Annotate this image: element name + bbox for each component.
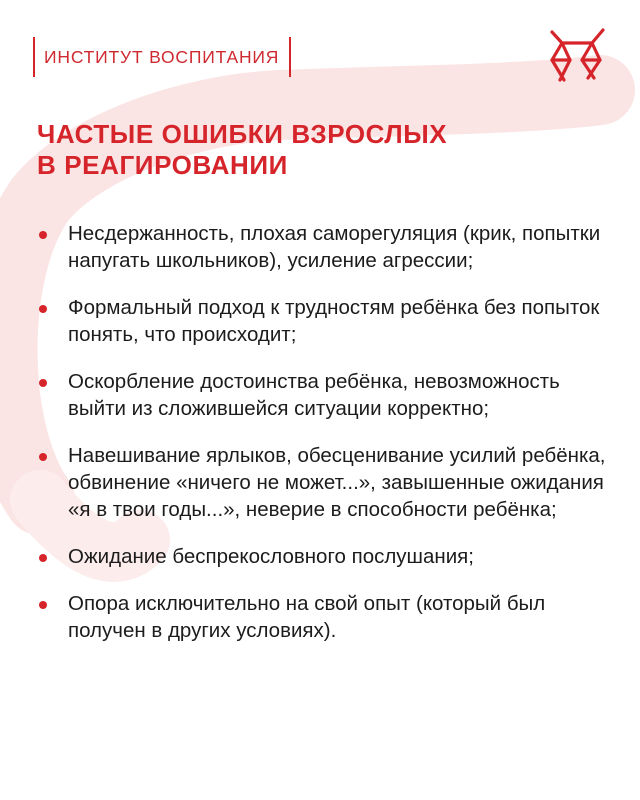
list-item <box>34 590 614 644</box>
header <box>33 37 291 77</box>
list-item-text: Навешивание ярлыков, обесценивание усилий ребёнка, обвинение «ничего не может...», завышенные ожидания «я в твои годы...», неверие в способности ребёнка; <box>68 444 606 521</box>
list-item-text: Формальный подход к трудностям ребёнка без попыток понять, что происходит; <box>68 296 600 346</box>
red-dot-icon <box>39 453 47 461</box>
page-title <box>37 119 597 181</box>
list-item-text: Опора исключительно на свой опыт (который был получен в других условиях). <box>68 592 546 642</box>
brand-right-bar <box>289 37 291 77</box>
list-item <box>34 368 614 422</box>
horse-logo-icon <box>540 28 606 84</box>
mistakes-list <box>34 220 614 664</box>
red-dot-icon <box>39 231 47 239</box>
list-item-text: Несдержанность, плохая саморегуляция (крик, попытки напугать школьников), усиление агрессии; <box>68 222 601 272</box>
list-item-text: Оскорбление достоинства ребёнка, невозможность выйти из сложившейся ситуации корректно; <box>68 370 560 420</box>
red-dot-icon <box>39 601 47 609</box>
list-item-text: Ожидание беспрекословного послушания; <box>68 545 474 568</box>
list-item <box>34 294 614 348</box>
brand-name: ИНСТИТУТ ВОСПИТАНИЯ <box>44 46 280 67</box>
red-dot-icon <box>39 554 47 562</box>
title-line-1: ЧАСТЫЕ ОШИБКИ ВЗРОСЛЫХ <box>37 119 448 149</box>
list-item <box>34 220 614 274</box>
list-item <box>34 442 614 523</box>
list-item <box>34 543 614 570</box>
title-line-2: В РЕАГИРОВАНИИ <box>37 150 288 180</box>
red-dot-icon <box>39 379 47 387</box>
red-dot-icon <box>39 305 47 313</box>
